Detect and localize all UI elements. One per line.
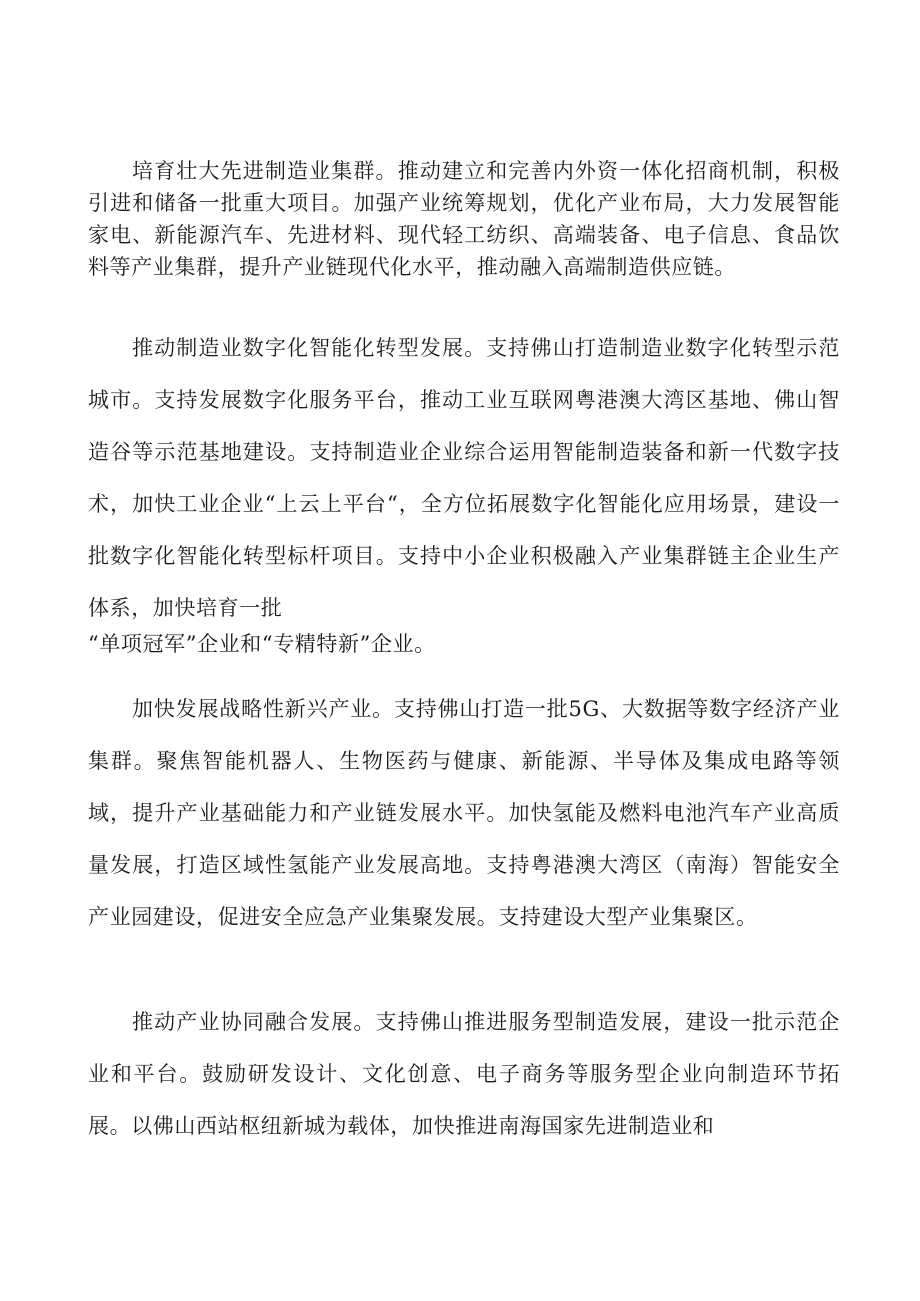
- paragraph-champion-enterprises: “单项冠军”企业和“专精特新”企业。: [88, 632, 436, 656]
- paragraph-industry-integration: 推动产业协同融合发展。支持佛山推进服务型制造发展，建设一批示范企业和平台。鼓励研发设计、文化创意、电子商务等服务型企业向制造环节拓展。以佛山西站枢纽新城为载体，加快推进南海国家先进制造业和: [88, 1010, 840, 1138]
- paragraph-manufacturing-clusters: 培育壮大先进制造业集群。推动建立和完善内外资一体化招商机制，积极引进和储备一批重大项目。加强产业统筹规划，优化产业布局，大力发展智能家电、新能源汽车、先进材料、现代轻工纺织、高端装备、电子信息、食品饮料等产业集群，提升产业链现代化水平，推动融入高端制造供应链。: [88, 159, 840, 279]
- paragraph-emerging-industries: 加快发展战略性新兴产业。支持佛山打造一批5G、大数据等数字经济产业集群。聚焦智能机器人、生物医药与健康、新能源、半导体及集成电路等领域，提升产业基础能力和产业链发展水平。加快氢能及燃料电池汽车产业高质量发展，打造区域性氢能产业发展高地。支持粤港澳大湾区（南海）智能安全产业园建设，促进安全应急产业集聚发展。支持建设大型产业集聚区。: [88, 697, 840, 929]
- paragraph-digital-transformation: 推动制造业数字化智能化转型发展。支持佛山打造制造业数字化转型示范城市。支持发展数字化服务平台，推动工业互联网粤港澳大湾区基地、佛山智造谷等示范基地建设。支持制造业企业综合运用智能制造装备和新一代数字技术，加快工业企业“上云上平台“，全方位拓展数字化智能化应用场景，建设一批数字化智能化转型标杆项目。支持中小企业积极融入产业集群链主企业生产体系，加快培育一批: [88, 336, 840, 620]
